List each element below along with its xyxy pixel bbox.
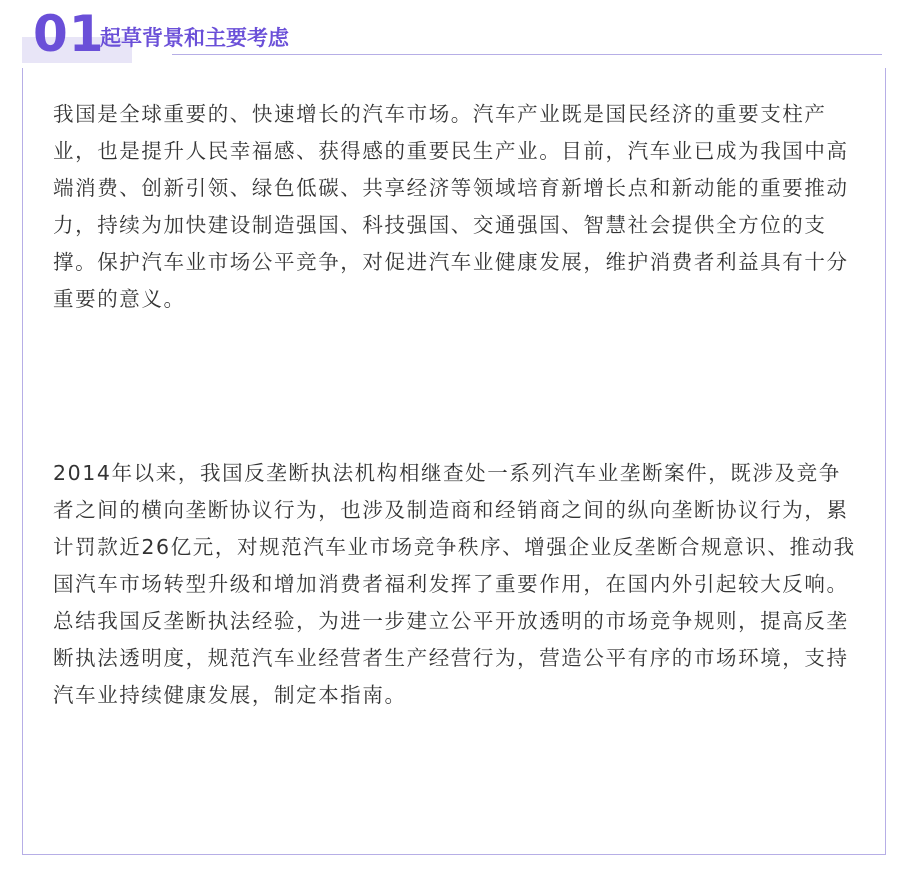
header-divider (172, 54, 882, 55)
section-title: 起草背景和主要考虑 (100, 26, 289, 50)
paragraph-background: 我国是全球重要的、快速增长的汽车市场。汽车产业既是国民经济的重要支柱产业，也是提升人民幸福感、获得感的重要民生产业。目前，汽车业已成为我国中高端消费、创新引领、绿色低碳、共享经济等领域培育新增长点和新动能的重要推动力，持续为加快建设制造强国、科技强国、交通强国、智慧社会提供全方位的支撑。保护汽车业市场公平竞争，对促进汽车业健康发展，维护消费者利益具有十分重要的意义。 (53, 102, 849, 311)
section-header (0, 0, 902, 70)
content-box (22, 68, 886, 855)
paragraph-enforcement: 2014年以来，我国反垄断执法机构相继查处一系列汽车业垄断案件，既涉及竞争者之间的横向垄断协议行为，也涉及制造商和经销商之间的纵向垄断协议行为，累计罚款近26亿元，对规范汽车业市场竞争秩序、增强企业反垄断合规意识、推动我国汽车市场转型升级和增加消费者福利发挥了重要作用，在国内外引起较大反响。总结我国反垄断执法经验，为进一步建立公平开放透明的市场竞争规则，提高反垄断执法透明度，规范汽车业经营者生产经营行为，营造公平有序的市场环境，支持汽车业持续健康发展，制定本指南。 (53, 461, 856, 707)
section-number: 01 (33, 5, 105, 63)
